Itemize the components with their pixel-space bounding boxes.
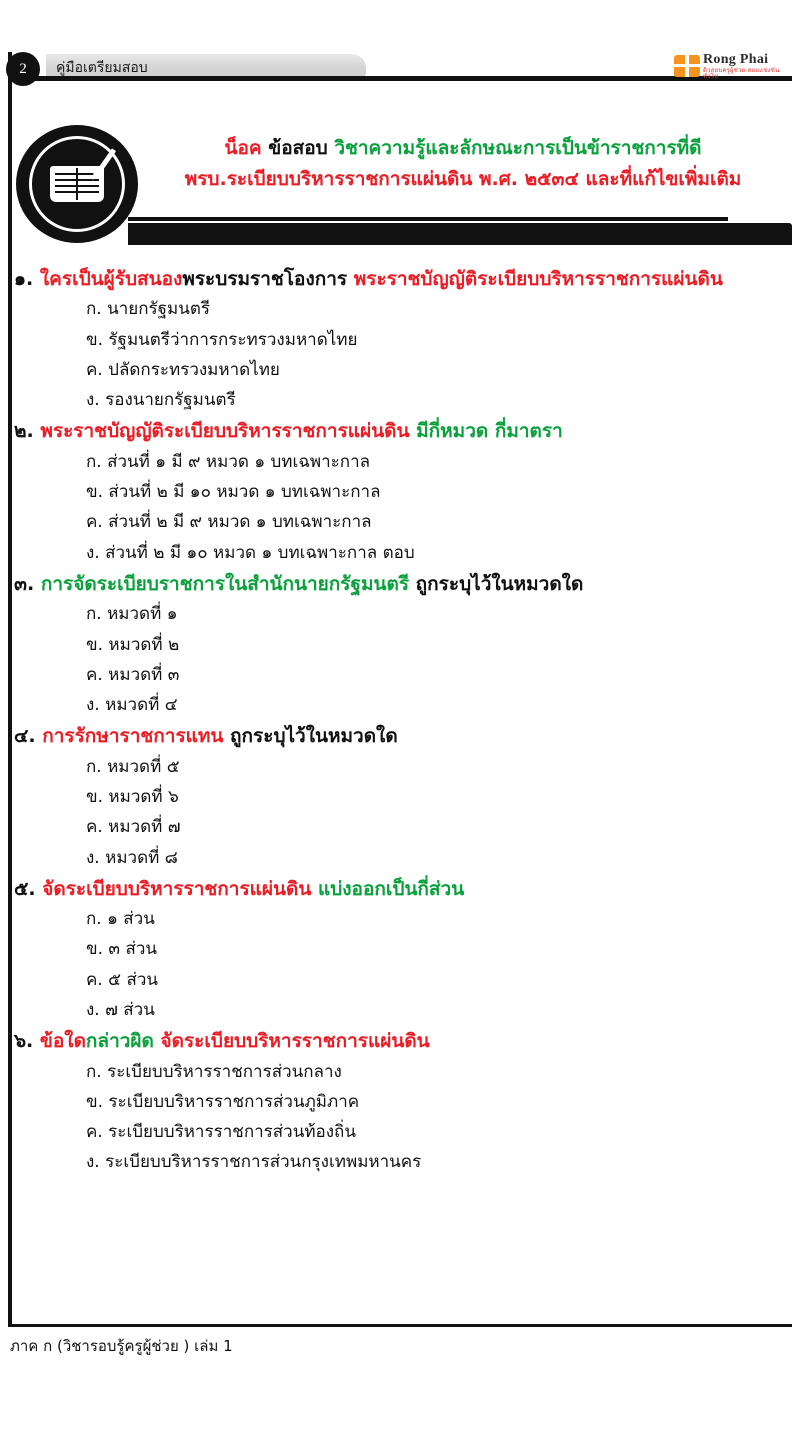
title-banner bbox=[8, 125, 792, 245]
answer-choice[interactable]: ข. รัฐมนตรีว่าการกระทรวงมหาดไทย bbox=[86, 329, 358, 350]
question-text-part: ถูกระบุไว้ในหมวดใด bbox=[223, 725, 398, 748]
answer-choice[interactable]: ค. หมวดที่ ๗ bbox=[86, 817, 181, 838]
answer-choice[interactable]: ก. หมวดที่ ๑ bbox=[86, 604, 178, 625]
banner-line-2: พรบ.ระเบียบบริหารราชการแผ่นดิน พ.ศ. ๒๕๓๔ และที่แก้ไขเพิ่มเติม bbox=[184, 168, 742, 191]
question-text-part: จัดระเบียบบริหารราชการแผ่นดิน bbox=[153, 1030, 430, 1053]
question-number: ๔. bbox=[14, 725, 43, 748]
question-line bbox=[8, 265, 792, 294]
pencil-icon bbox=[95, 148, 116, 175]
question-line bbox=[8, 570, 792, 599]
question-line bbox=[8, 1027, 792, 1056]
answer-choice[interactable]: ง. หมวดที่ ๘ bbox=[86, 847, 178, 868]
answer-choice[interactable]: ค. ส่วนที่ ๒ มี ๙ หมวด ๑ บทเฉพาะกาล bbox=[86, 512, 372, 533]
question-number: ๓. bbox=[14, 572, 41, 595]
question-text-part: พระราชบัญญัติระเบียบบริหารราชการแผ่นดิน bbox=[40, 420, 410, 443]
answer-choice[interactable]: ง. ส่วนที่ ๒ มี ๑๐ หมวด ๑ บทเฉพาะกาล ตอบ bbox=[86, 542, 415, 563]
page-number-badge: 2 bbox=[6, 52, 40, 86]
question-block bbox=[8, 875, 792, 1025]
logo-text-group bbox=[703, 53, 792, 80]
question-line bbox=[8, 722, 792, 751]
question-text-part: มีกี่หมวด กี่มาตรา bbox=[409, 420, 563, 443]
answer-choice[interactable]: ค. ๕ ส่วน bbox=[86, 969, 158, 990]
book-badge-inner bbox=[29, 136, 125, 232]
question-text-part: กล่าวผิด bbox=[85, 1030, 154, 1053]
answer-choice[interactable]: ก. ๑ ส่วน bbox=[86, 909, 155, 930]
question-block bbox=[8, 570, 792, 720]
question-text-part: ข้อใด bbox=[39, 1030, 86, 1053]
question-text-part: พระบรมราชโองการ bbox=[182, 268, 348, 290]
answer-choice[interactable]: ก. ส่วนที่ ๑ มี ๙ หมวด ๑ บทเฉพาะกาล bbox=[86, 451, 371, 472]
banner-line-1 bbox=[138, 133, 788, 164]
banner-text-group bbox=[138, 133, 788, 196]
answer-choice[interactable]: ข. หมวดที่ ๒ bbox=[86, 634, 180, 655]
publisher-logo bbox=[674, 50, 792, 82]
banner-thin-bar bbox=[128, 217, 728, 221]
question-block bbox=[8, 1027, 792, 1177]
question-block bbox=[8, 417, 792, 567]
question-number: ๒. bbox=[14, 420, 41, 443]
question-number: ๑. bbox=[14, 268, 40, 290]
banner-word-knock: น็อค bbox=[224, 137, 262, 159]
answer-choice[interactable]: ก. นายกรัฐมนตรี bbox=[86, 299, 211, 320]
answer-choice[interactable]: ค. หมวดที่ ๓ bbox=[86, 664, 180, 685]
logo-name: Rong Phai bbox=[703, 51, 769, 67]
page-header bbox=[0, 52, 800, 98]
header-title: คู่มือเตรียมสอบ bbox=[56, 59, 148, 75]
answer-choice[interactable]: ก. หมวดที่ ๕ bbox=[86, 756, 180, 777]
banner-bar bbox=[128, 223, 792, 245]
banner-word-exam: ข้อสอบ bbox=[268, 137, 328, 159]
question-line bbox=[8, 417, 792, 446]
banner-subject: วิชาความรู้และลักษณะการเป็นข้าราชการที่ดี bbox=[334, 137, 702, 159]
answer-choice[interactable]: ค. ระเบียบบริหารราชการส่วนท้องถิ่น bbox=[86, 1122, 356, 1143]
book-badge bbox=[16, 125, 138, 243]
question-number: ๕. bbox=[14, 877, 43, 900]
question-text-part: จัดระเบียบบริหารราชการแผ่นดิน bbox=[42, 877, 312, 900]
question-block bbox=[8, 265, 792, 415]
question-number: ๖. bbox=[14, 1030, 40, 1053]
question-text-part: การจัดระเบียบราชการในสำนักนายกรัฐมนตรี bbox=[40, 572, 410, 595]
footer-text: ภาค ก (วิชารอบรู้ครูผู้ช่วย ) เล่ม 1 bbox=[10, 1337, 233, 1355]
answer-choice[interactable]: ง. ๗ ส่วน bbox=[86, 999, 155, 1020]
question-text-part: การรักษาราชการแทน bbox=[42, 725, 224, 748]
answer-choice[interactable]: ค. ปลัดกระทรวงมหาดไทย bbox=[86, 359, 280, 380]
gift-box-icon bbox=[674, 55, 700, 77]
question-block bbox=[8, 722, 792, 872]
question-text-part: ใครเป็นผู้รับสนอง bbox=[39, 268, 183, 290]
answer-choice[interactable]: ข. ส่วนที่ ๒ มี ๑๐ หมวด ๑ บทเฉพาะกาล bbox=[86, 482, 381, 503]
question-line bbox=[8, 875, 792, 904]
answer-choice[interactable]: ก. ระเบียบบริหารราชการส่วนกลาง bbox=[86, 1061, 342, 1082]
answer-choice[interactable]: ง. รองนายกรัฐมนตรี bbox=[86, 390, 236, 411]
question-text-part: พระราชบัญญัติระเบียบบริหารราชการแผ่นดิน bbox=[347, 268, 723, 290]
answer-choice[interactable]: ง. ระเบียบบริหารราชการส่วนกรุงเทพมหานคร bbox=[86, 1152, 422, 1173]
answer-choice[interactable]: ข. ๓ ส่วน bbox=[86, 939, 157, 960]
answer-choice[interactable]: ข. ระเบียบบริหารราชการส่วนภูมิภาค bbox=[86, 1091, 360, 1112]
question-text-part: แบ่งออกเป็นกี่ส่วน bbox=[311, 877, 465, 900]
question-list bbox=[8, 265, 792, 1180]
answer-choice[interactable]: ง. หมวดที่ ๔ bbox=[86, 695, 178, 716]
logo-subtitle: ติวสอบครูผู้ช่วย-สอบแข่งขันทั่วไป bbox=[703, 66, 780, 80]
question-text-part: ถูกระบุไว้ในหมวดใด bbox=[409, 572, 584, 595]
answer-choice[interactable]: ข. หมวดที่ ๖ bbox=[86, 787, 179, 807]
footer-divider bbox=[8, 1324, 792, 1327]
